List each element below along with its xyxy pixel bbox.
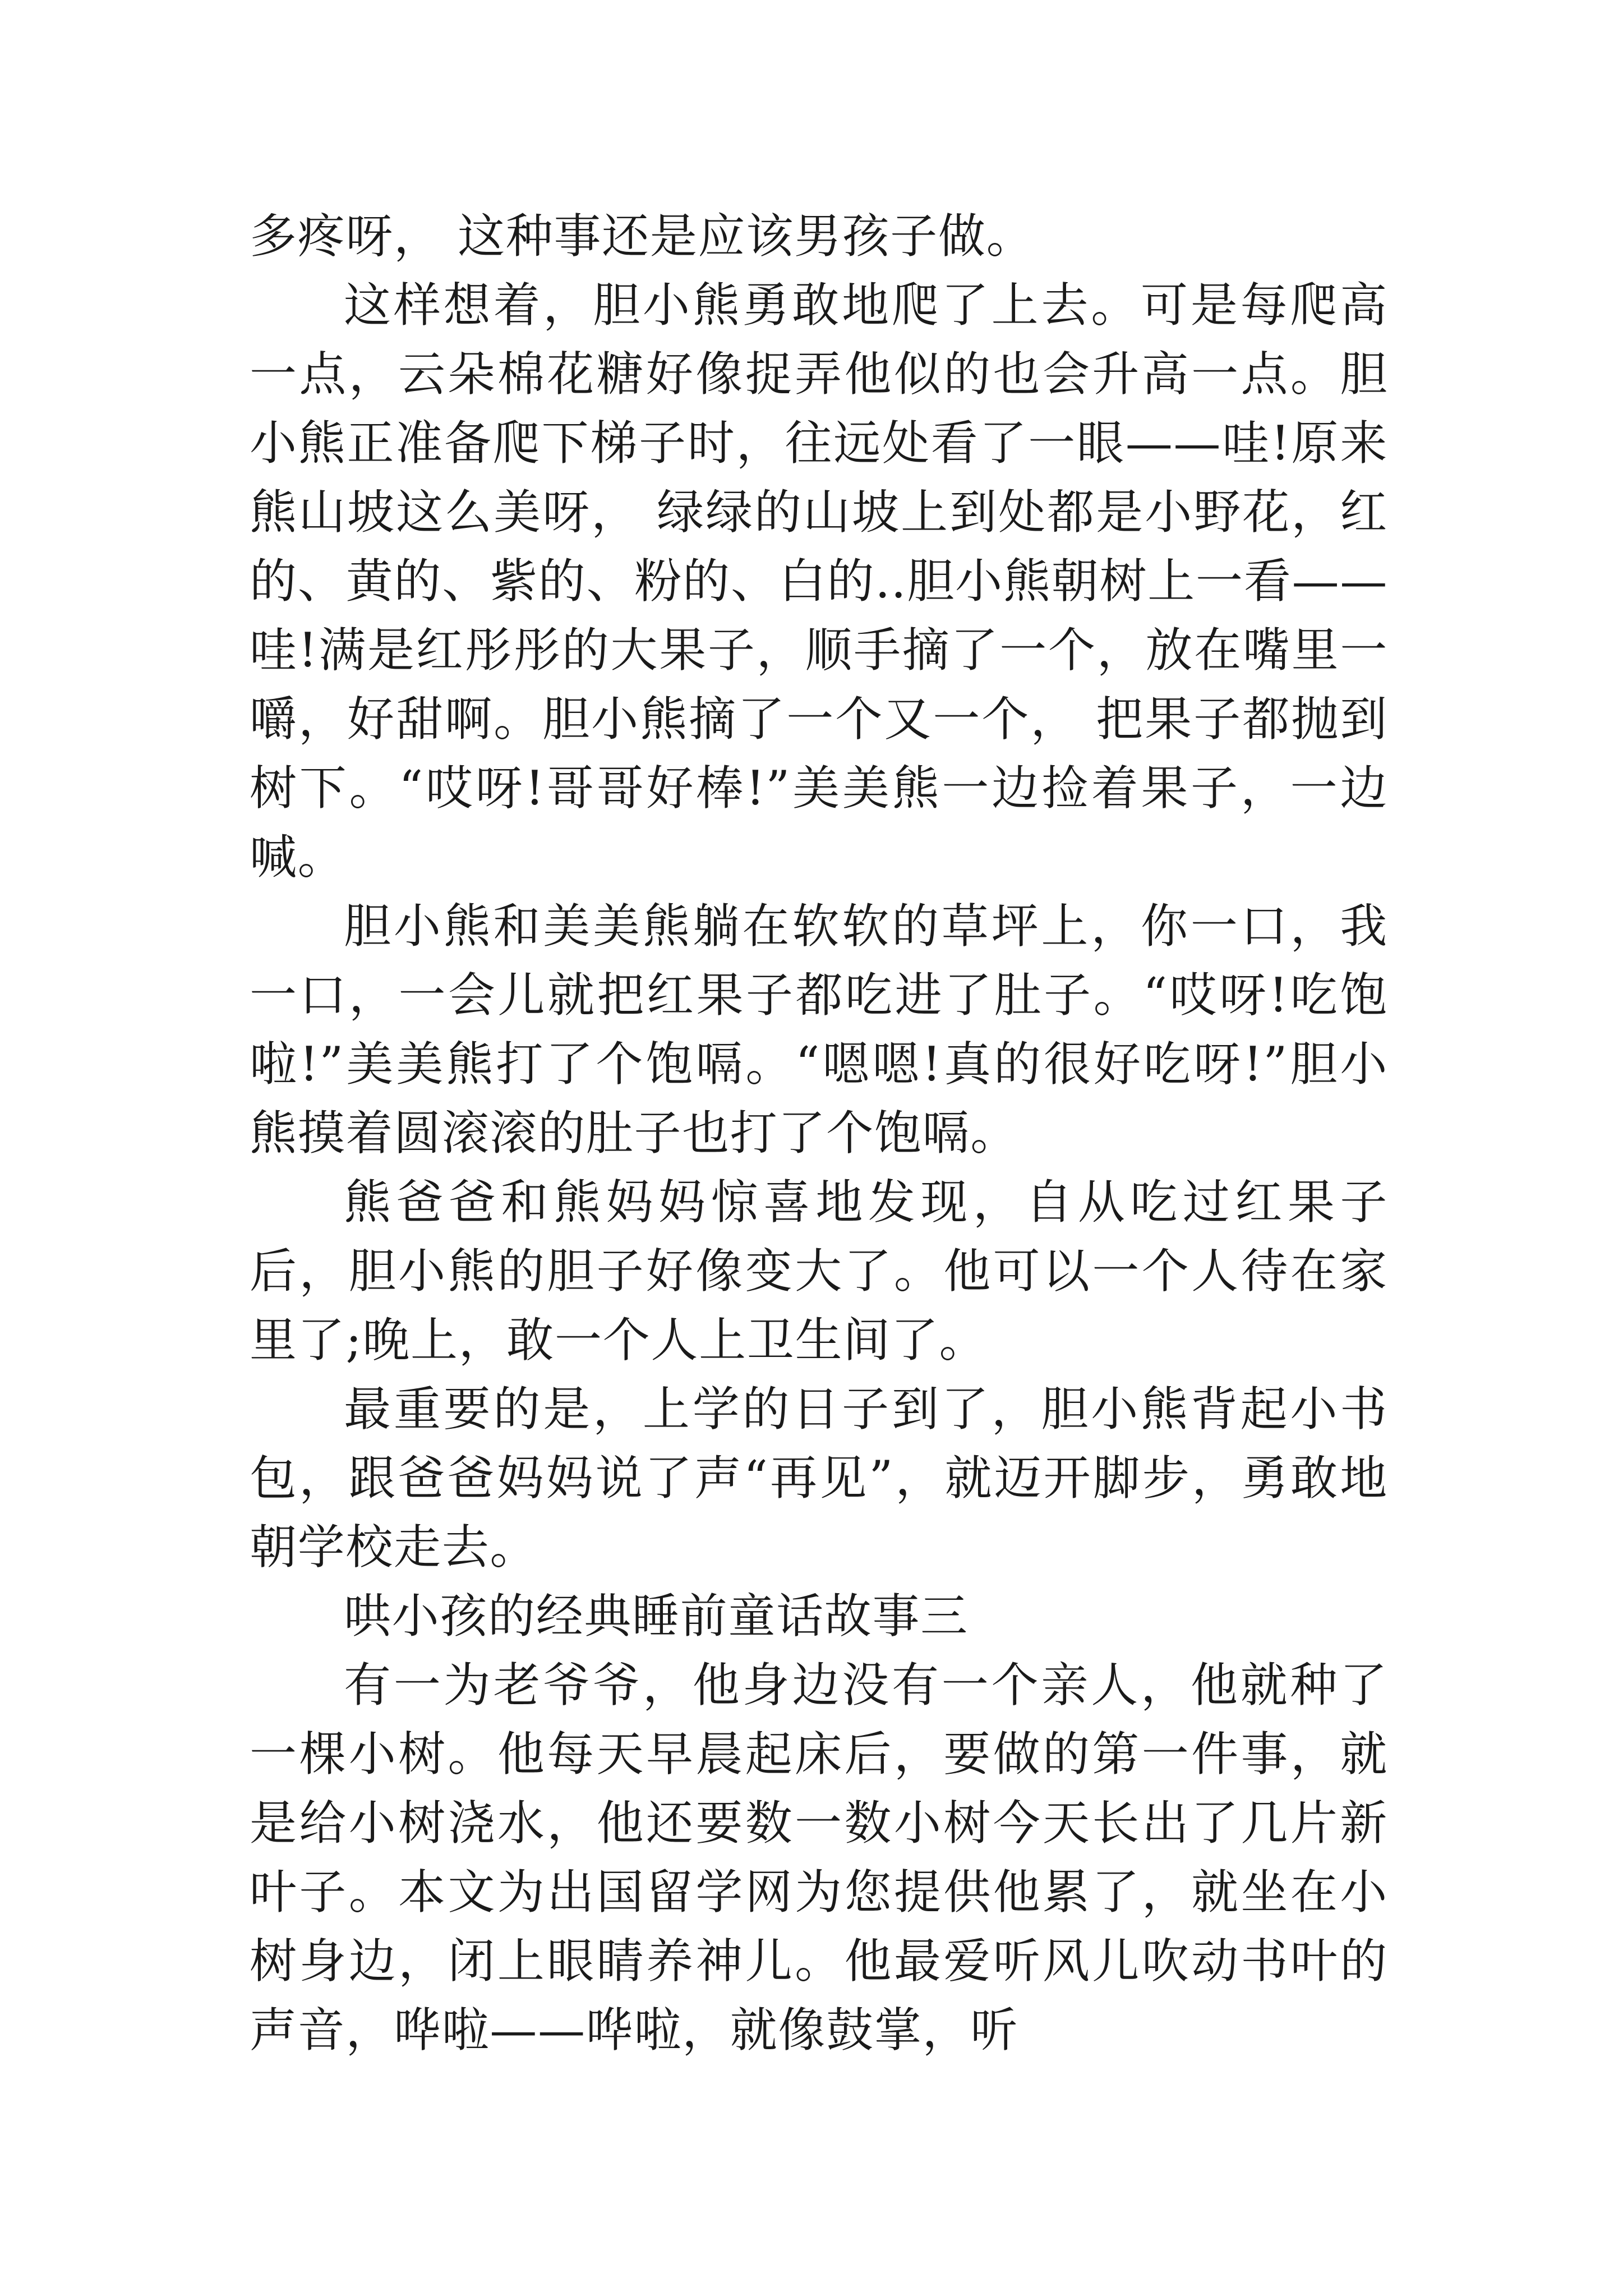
paragraph: 有一为老爷爷，他身边没有一个亲人，他就种了一棵小树。他每天早晨起床后，要做的第一件事，就是给小树浇水，他还要数一数小树今天长出了几片新叶子。本文为出国留学网为您提供他累了，就坐在小树身边，闭上眼睛养神儿。他最爱听风儿吹动书叶的声音，哗啦——哗啦，就像鼓掌，听 <box>250 1658 1388 2058</box>
paragraph: 这样想着，胆小熊勇敢地爬了上去。可是每爬高一点，云朵棉花糖好像捉弄他似的也会升高一点。胆小熊正准备爬下梯子时，往远处看了一眼——哇!原来熊山坡这么美呀， 绿绿的山坡上到处都是小野花，红的、黄的、紫的、粉的、白的..胆小熊朝树上一看——哇!满是红彤彤的大果子，顺手摘了一个，放在嘴里一嚼，好甜啊。胆小熊摘了一个又一个， 把果子都抛到树下。“哎呀!哥哥好棒!”美美熊一边捡着果子，一边喊。 <box>250 278 1388 885</box>
body-text <box>250 202 1388 2065</box>
paragraph: 熊爸爸和熊妈妈惊喜地发现，自从吃过红果子后，胆小熊的胆子好像变大了。他可以一个人待在家里了;晚上，敢一个人上卫生间了。 <box>250 1175 1388 1368</box>
paragraph: 胆小熊和美美熊躺在软软的草坪上，你一口，我一口，一会儿就把红果子都吃进了肚子。“哎呀!吃饱啦!”美美熊打了个饱嗝。“嗯嗯!真的很好吃呀!”胆小熊摸着圆滚滚的肚子也打了个饱嗝。 <box>250 899 1388 1161</box>
paragraph: 最重要的是，上学的日子到了，胆小熊背起小书包，跟爸爸妈妈说了声“再见”，就迈开脚步，勇敢地朝学校走去。 <box>250 1382 1388 1575</box>
story-heading: 哄小孩的经典睡前童话故事三 <box>344 1589 969 1644</box>
paragraph-continuation: 多疼呀， 这种事还是应该男孩子做。 <box>250 209 1035 264</box>
